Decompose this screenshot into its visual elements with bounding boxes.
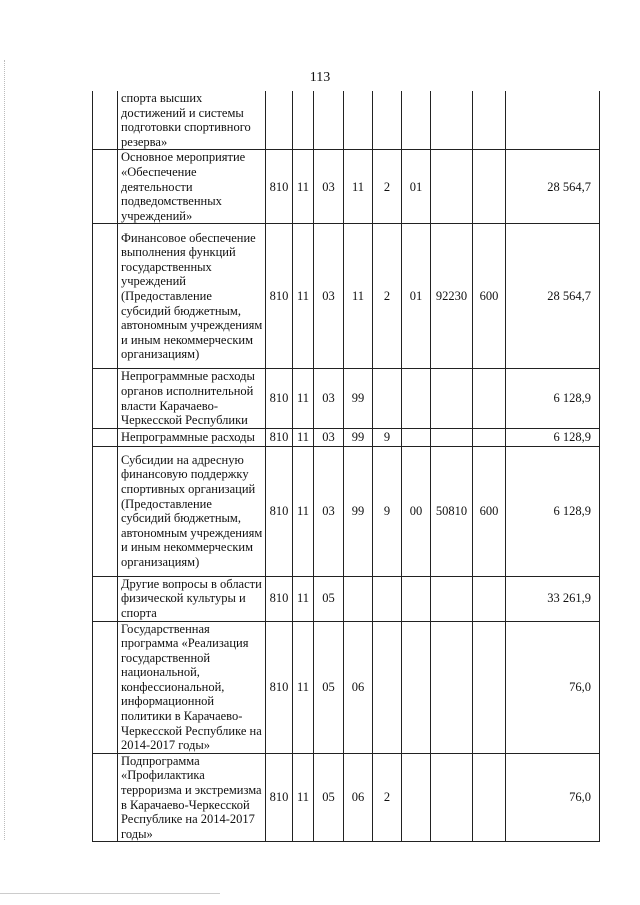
row-description: Финансовое обеспечение выполнения функций государственных учреждений (Предоставление субсидий бюджетным, автономным учреждениям и иным некоммерческим организациям) [118, 224, 266, 369]
event-code [402, 428, 431, 446]
section-code: 11 [293, 428, 314, 446]
row-description: Основное мероприятие «Обеспечение деятельности подведомственных учреждений» [118, 150, 266, 224]
event-code: 01 [402, 224, 431, 369]
budget-table-body [93, 91, 600, 842]
program-code: 99 [344, 446, 373, 576]
row-blank-cell [93, 753, 118, 842]
program-code: 06 [344, 621, 373, 753]
section-code: 11 [293, 150, 314, 224]
subprogram-code [373, 91, 402, 150]
scan-edge-bottom [0, 893, 220, 895]
direction-code [431, 91, 473, 150]
ministry-code: 810 [266, 446, 293, 576]
ministry-code: 810 [266, 753, 293, 842]
program-code: 11 [344, 150, 373, 224]
direction-code [431, 576, 473, 621]
row-blank-cell [93, 369, 118, 428]
subprogram-code [373, 369, 402, 428]
program-code: 99 [344, 369, 373, 428]
subprogram-code: 9 [373, 446, 402, 576]
ministry-code [266, 91, 293, 150]
expense-type-code: 600 [473, 224, 506, 369]
ministry-code: 810 [266, 369, 293, 428]
row-blank-cell [93, 576, 118, 621]
row-amount: 6 128,9 [506, 446, 600, 576]
section-code: 11 [293, 753, 314, 842]
row-blank-cell [93, 224, 118, 369]
expense-type-code [473, 369, 506, 428]
ministry-code: 810 [266, 150, 293, 224]
table-row [93, 91, 600, 150]
event-code [402, 621, 431, 753]
direction-code: 50810 [431, 446, 473, 576]
scan-edge-left [4, 60, 6, 840]
table-row [93, 369, 600, 428]
program-code: 11 [344, 224, 373, 369]
section-code [293, 91, 314, 150]
subsection-code: 03 [314, 446, 344, 576]
subsection-code: 05 [314, 576, 344, 621]
program-code [344, 576, 373, 621]
row-description: спорта высших достижений и системы подготовки спортивного резерва» [118, 91, 266, 150]
subprogram-code: 9 [373, 428, 402, 446]
row-description: Подпрограмма «Профилактика терроризма и экстремизма в Карачаево-Черкесской Республике на 2014-2017 годы» [118, 753, 266, 842]
direction-code [431, 428, 473, 446]
section-code: 11 [293, 369, 314, 428]
subsection-code: 05 [314, 753, 344, 842]
budget-table [92, 91, 600, 842]
event-code [402, 91, 431, 150]
subsection-code: 03 [314, 150, 344, 224]
row-amount: 76,0 [506, 753, 600, 842]
page-number: 113 [309, 70, 331, 85]
table-row [93, 753, 600, 842]
expense-type-code [473, 428, 506, 446]
row-blank-cell [93, 91, 118, 150]
row-description: Непрограммные расходы органов исполнительной власти Карачаево-Черкесской Республики [118, 369, 266, 428]
direction-code [431, 150, 473, 224]
subprogram-code [373, 621, 402, 753]
table-row [93, 446, 600, 576]
ministry-code: 810 [266, 621, 293, 753]
event-code [402, 753, 431, 842]
direction-code [431, 621, 473, 753]
subsection-code: 03 [314, 369, 344, 428]
direction-code [431, 753, 473, 842]
row-blank-cell [93, 428, 118, 446]
row-description: Другие вопросы в области физической культуры и спорта [118, 576, 266, 621]
direction-code [431, 369, 473, 428]
program-code: 99 [344, 428, 373, 446]
row-description: Непрограммные расходы [118, 428, 266, 446]
expense-type-code [473, 753, 506, 842]
direction-code: 92230 [431, 224, 473, 369]
subsection-code: 03 [314, 224, 344, 369]
table-row [93, 428, 600, 446]
row-amount: 33 261,9 [506, 576, 600, 621]
table-row [93, 576, 600, 621]
ministry-code: 810 [266, 576, 293, 621]
expense-type-code [473, 621, 506, 753]
row-blank-cell [93, 621, 118, 753]
row-amount: 6 128,9 [506, 428, 600, 446]
expense-type-code [473, 91, 506, 150]
table-row [93, 621, 600, 753]
subprogram-code: 2 [373, 224, 402, 369]
event-code: 01 [402, 150, 431, 224]
row-blank-cell [93, 150, 118, 224]
section-code: 11 [293, 621, 314, 753]
subprogram-code: 2 [373, 150, 402, 224]
event-code: 00 [402, 446, 431, 576]
program-code [344, 91, 373, 150]
event-code [402, 369, 431, 428]
event-code [402, 576, 431, 621]
expense-type-code [473, 150, 506, 224]
subprogram-code [373, 576, 402, 621]
row-description: Субсидии на адресную финансовую поддержку спортивных организаций (Предоставление субсидий бюджетным, автономным учреждениям и иным некоммерческим организациям) [118, 446, 266, 576]
section-code: 11 [293, 446, 314, 576]
subsection-code [314, 91, 344, 150]
expense-type-code: 600 [473, 446, 506, 576]
row-amount: 6 128,9 [506, 369, 600, 428]
program-code: 06 [344, 753, 373, 842]
subprogram-code: 2 [373, 753, 402, 842]
row-blank-cell [93, 446, 118, 576]
section-code: 11 [293, 576, 314, 621]
table-row [93, 150, 600, 224]
table-row [93, 224, 600, 369]
row-amount: 28 564,7 [506, 150, 600, 224]
row-amount: 76,0 [506, 621, 600, 753]
subsection-code: 03 [314, 428, 344, 446]
subsection-code: 05 [314, 621, 344, 753]
ministry-code: 810 [266, 428, 293, 446]
row-amount [506, 91, 600, 150]
section-code: 11 [293, 224, 314, 369]
row-description: Государственная программа «Реализация государственной национальной, конфессиональной, информационной политики в Карачаево-Черкесской Республике на 2014-2017 годы» [118, 621, 266, 753]
row-amount: 28 564,7 [506, 224, 600, 369]
expense-type-code [473, 576, 506, 621]
ministry-code: 810 [266, 224, 293, 369]
